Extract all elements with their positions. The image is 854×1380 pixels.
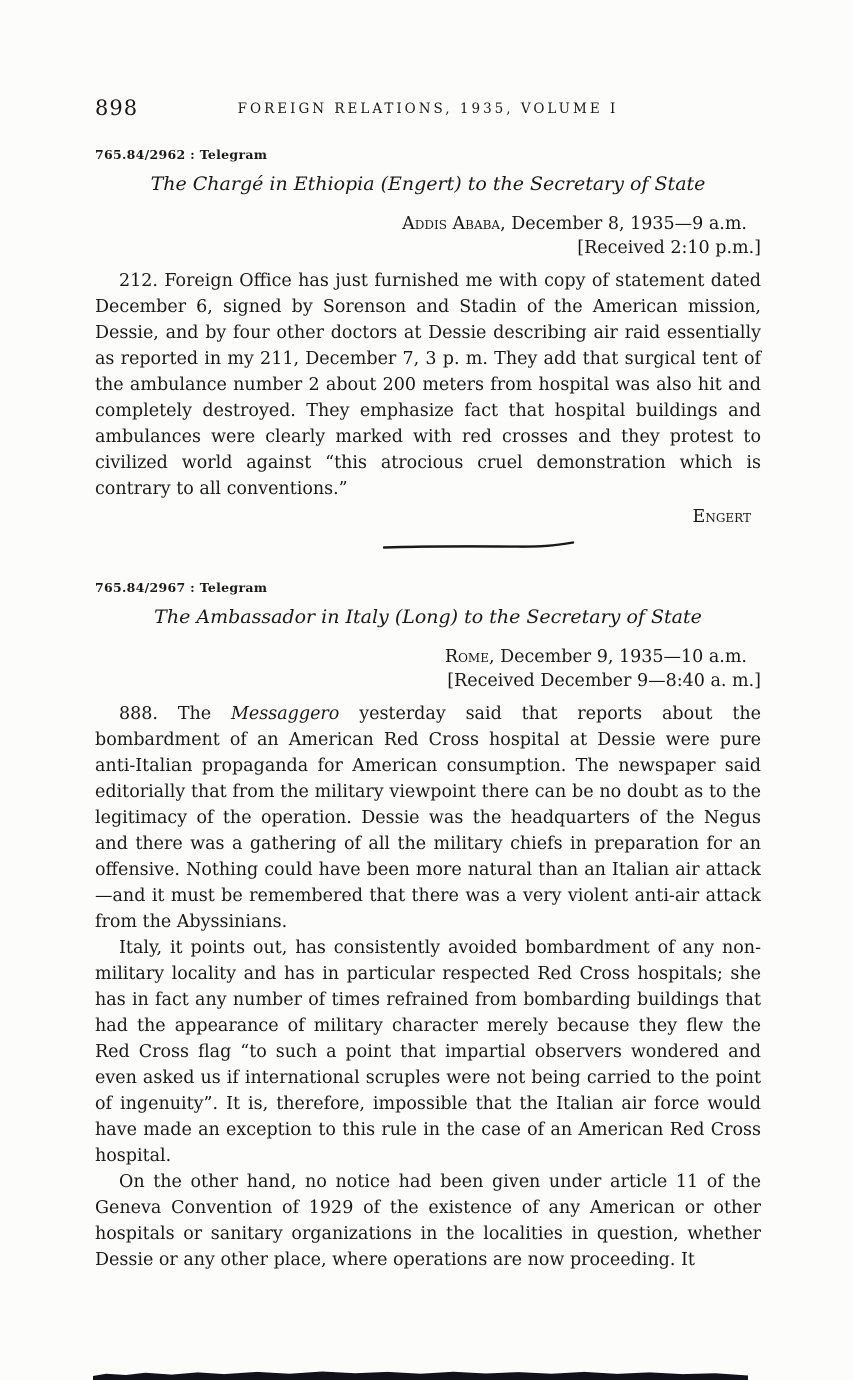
telegram-document-2 xyxy=(95,580,761,1273)
dateline xyxy=(95,212,761,236)
received-line: [Received 2:10 p.m.] xyxy=(577,238,761,258)
page-header xyxy=(95,96,761,124)
scan-edge-artifact xyxy=(93,1371,748,1380)
running-title: FOREIGN RELATIONS, 1935, VOLUME I xyxy=(237,101,619,117)
dateline xyxy=(95,645,761,669)
telegram-body-paragraph: On the other hand, no notice had been given under article 11 of the Geneva Convention of 1929 of the existence of any American or other hospitals or sanitary organizations in the localities in question, whether Dessie or any other place, where operations are now proceeding. It xyxy=(95,1172,761,1270)
dateline-place: Rome xyxy=(444,647,489,667)
page-number: 898 xyxy=(95,96,139,120)
telegram-body-paragraph: 212. Foreign Office has just furnished me with copy of statement dated December 6, signed by Sorenson and Stadin of the American mission, Dessie, and by four other doctors at Dessie describing air raid essentially as reported in my 211, December 7, 3 p. m. They add that surgical tent of the ambulance number 2 about 200 meters from hospital was also hit and completely destroyed. They emphasize fact that hospital buildings and ambulances were clearly marked with red crosses and they protest to civilized world against “this atrocious cruel demonstration which is contrary to all conventions.” xyxy=(95,271,761,499)
telegram-document-1 xyxy=(95,147,761,530)
dateline-date: , December 9, 1935—10 a.m. xyxy=(488,647,747,667)
section-divider-rule xyxy=(383,541,575,551)
telegram-title: The Chargé in Ethiopia (Engert) to the Secretary of State xyxy=(150,173,706,195)
telegram-body-paragraph: Italy, it points out, has consistently avoided bombardment of any non-military locality and has in particular respected Red Cross hospitals; she has in fact any number of times refrained from bombarding buildings that had the appearance of military character merely because they flew the Red Cross flag “to such a point that impartial observers wondered and even asked us if international scruples were not being carried to the point of ingenuity”. It is, therefore, impossible that the Italian air force would have made an exception to this rule in the case of an American Red Cross hospital. xyxy=(95,938,761,1166)
file-reference: 765.84/2962 : Telegram xyxy=(95,147,268,162)
dateline-date: , December 8, 1935—9 a.m. xyxy=(500,214,747,234)
telegram-title: The Ambassador in Italy (Long) to the Secretary of State xyxy=(154,606,702,628)
file-reference: 765.84/2967 : Telegram xyxy=(95,580,268,595)
signature: Engert xyxy=(692,507,751,527)
received-line: [Received December 9—8:40 a. m.] xyxy=(447,671,761,691)
dateline-place: Addis Ababa xyxy=(402,214,501,234)
telegram-body-paragraph: 888. The Messaggero yesterday said that reports about the bombardment of an American Red Cross hospital at Dessie were pure anti-Italian propaganda for American consumption. The newspaper said editorially that from the military viewpoint there can be no doubt as to the legitimacy of the operation. Dessie was the headquarters of the Negus and there was a gathering of all the military chiefs in preparation for an offensive. Nothing could have been more natural than an Italian air attack—and it must be remembered that there was a very violent anti-air attack from the Abyssinians. xyxy=(95,704,761,932)
